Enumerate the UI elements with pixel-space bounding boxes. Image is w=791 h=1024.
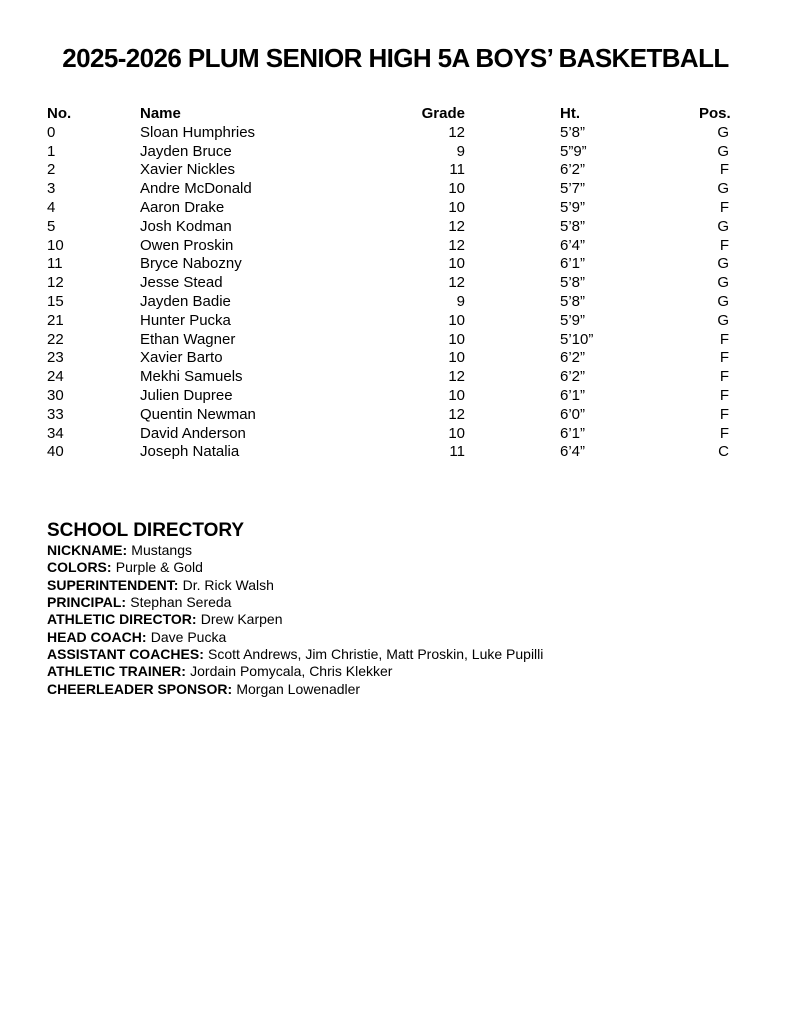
player-height: 6’2”: [560, 349, 586, 367]
player-position: G: [717, 217, 729, 235]
player-height: 5”9”: [560, 142, 587, 160]
player-number: 23: [47, 349, 64, 367]
directory-heading: SCHOOL DIRECTORY: [47, 520, 245, 542]
player-name: Jayden Badie: [140, 292, 231, 310]
player-position: F: [719, 349, 729, 367]
player-grade: 12: [448, 368, 465, 386]
player-number: 40: [47, 443, 64, 461]
roster-row: [47, 180, 729, 199]
player-number: 34: [47, 424, 64, 442]
player-grade: 10: [448, 198, 465, 216]
roster-row: [47, 312, 729, 331]
player-position: C: [718, 443, 729, 461]
player-position: G: [717, 123, 729, 141]
directory-entry-value: Dave Pucka: [150, 628, 227, 645]
player-position: F: [719, 424, 729, 442]
player-position: F: [719, 386, 729, 404]
directory-entry: [47, 559, 751, 576]
player-grade: 12: [448, 274, 465, 292]
roster-row: [47, 425, 729, 444]
roster-row: [47, 218, 729, 237]
roster-row: [47, 237, 729, 256]
roster-row: [47, 387, 729, 406]
col-header-no: No.: [47, 105, 72, 122]
player-name: Mekhi Samuels: [140, 368, 243, 386]
directory-entry-value: Mustangs: [131, 542, 192, 559]
player-number: 0: [47, 123, 56, 141]
player-number: 1: [47, 142, 56, 160]
player-name: Andre McDonald: [140, 180, 252, 198]
player-number: 24: [47, 368, 64, 386]
player-position: F: [719, 405, 729, 423]
player-position: F: [719, 198, 729, 216]
player-grade: 10: [448, 255, 465, 273]
directory-entry-label: ATHLETIC DIRECTOR:: [47, 611, 197, 628]
roster-row: [47, 274, 729, 293]
directory-entry: [47, 611, 751, 628]
player-position: G: [717, 292, 729, 310]
player-grade: 10: [448, 424, 465, 442]
directory-entry-label: ASSISTANT COACHES:: [47, 645, 204, 662]
directory-entry-label: NICKNAME:: [47, 542, 128, 559]
roster-header-row: [47, 105, 729, 124]
roster-row: [47, 349, 729, 368]
player-height: 5’8”: [560, 217, 586, 235]
player-grade: 12: [448, 405, 465, 423]
player-name: Julien Dupree: [140, 386, 233, 404]
player-number: 10: [47, 236, 64, 254]
player-number: 3: [47, 180, 56, 198]
directory-entry-label: COLORS:: [47, 559, 112, 576]
roster-rows: [47, 124, 729, 462]
player-grade: 9: [456, 292, 465, 310]
directory-entry: [47, 629, 751, 646]
roster-row: [47, 124, 729, 143]
directory-entry-value: Purple & Gold: [115, 559, 203, 576]
player-number: 30: [47, 386, 64, 404]
player-grade: 12: [448, 236, 465, 254]
player-number: 22: [47, 330, 64, 348]
directory-entry: [47, 646, 751, 663]
roster-row: [47, 331, 729, 350]
roster-row: [47, 161, 729, 180]
player-height: 5’9”: [560, 311, 586, 329]
player-grade: 11: [449, 443, 465, 461]
player-grade: 12: [448, 217, 465, 235]
directory-entry: [47, 542, 751, 559]
directory-entry-label: HEAD COACH:: [47, 628, 147, 645]
col-header-name: Name: [140, 105, 181, 122]
player-name: Jayden Bruce: [140, 142, 232, 160]
roster-row: [47, 368, 729, 387]
player-position: F: [719, 236, 729, 254]
player-height: 6’1”: [560, 424, 586, 442]
player-position: F: [719, 368, 729, 386]
directory-entry-value: Morgan Lowenadler: [236, 680, 361, 697]
roster-row: [47, 199, 729, 218]
player-number: 11: [47, 255, 63, 273]
player-name: Jesse Stead: [140, 274, 223, 292]
player-grade: 10: [448, 180, 465, 198]
roster-row: [47, 293, 729, 312]
player-number: 12: [47, 274, 64, 292]
player-name: Aaron Drake: [140, 198, 225, 216]
player-number: 21: [47, 311, 64, 329]
directory-entry: [47, 594, 751, 611]
player-height: 6’0”: [560, 405, 586, 423]
directory-entry-value: Drew Karpen: [200, 611, 283, 628]
player-grade: 11: [449, 161, 465, 179]
player-name: Quentin Newman: [140, 405, 256, 423]
player-height: 6’2”: [560, 161, 586, 179]
directory-entries: [47, 542, 751, 698]
player-position: G: [717, 311, 729, 329]
player-height: 5’8”: [560, 274, 586, 292]
directory-entry-value: Scott Andrews, Jim Christie, Matt Proskin, Luke Pupilli: [208, 645, 544, 662]
page-title: 2025-2026 PLUM SENIOR HIGH 5A BOYS’ BASKETBALL: [62, 43, 729, 73]
player-position: F: [719, 330, 729, 348]
player-position: G: [717, 180, 729, 198]
player-height: 6’1”: [560, 386, 586, 404]
player-name: David Anderson: [140, 424, 246, 442]
player-name: Josh Kodman: [140, 217, 232, 235]
player-position: G: [717, 274, 729, 292]
player-height: 6’2”: [560, 368, 586, 386]
roster-row: [47, 255, 729, 274]
col-header-position: Pos.: [699, 105, 731, 122]
directory-entry: [47, 577, 751, 594]
player-name: Xavier Barto: [140, 349, 223, 367]
player-position: G: [717, 142, 729, 160]
player-number: 5: [47, 217, 56, 235]
col-header-grade: Grade: [421, 105, 465, 122]
player-name: Joseph Natalia: [140, 443, 240, 461]
directory-entry-label: PRINCIPAL:: [47, 594, 127, 611]
player-height: 6’4”: [560, 443, 586, 461]
player-grade: 10: [448, 311, 465, 329]
player-grade: 10: [448, 349, 465, 367]
player-height: 6’4”: [560, 236, 586, 254]
player-grade: 12: [448, 123, 465, 141]
player-height: 6’1”: [560, 255, 586, 273]
player-number: 33: [47, 405, 64, 423]
school-directory: [47, 520, 751, 698]
player-name: Ethan Wagner: [140, 330, 236, 348]
player-name: Xavier Nickles: [140, 161, 236, 179]
player-height: 5’8”: [560, 292, 586, 310]
directory-entry: [47, 681, 751, 698]
player-grade: 9: [456, 142, 465, 160]
col-header-height: Ht.: [560, 105, 580, 122]
player-height: 5’10”: [560, 330, 594, 348]
player-number: 4: [47, 198, 56, 216]
directory-entry-value: Jordain Pomycala, Chris Klekker: [190, 663, 393, 680]
player-number: 2: [47, 161, 56, 179]
player-position: G: [717, 255, 729, 273]
player-height: 5’9”: [560, 198, 586, 216]
player-number: 15: [47, 292, 64, 310]
roster-table: [47, 105, 729, 462]
directory-entry-label: SUPERINTENDENT:: [47, 576, 179, 593]
directory-entry-value: Stephan Sereda: [130, 594, 232, 611]
player-name: Hunter Pucka: [140, 311, 231, 329]
player-name: Owen Proskin: [140, 236, 234, 254]
player-grade: 10: [448, 330, 465, 348]
player-name: Sloan Humphries: [140, 123, 256, 141]
player-grade: 10: [448, 386, 465, 404]
player-position: F: [719, 161, 729, 179]
player-height: 5’8”: [560, 123, 586, 141]
player-height: 5’7”: [560, 180, 586, 198]
directory-entry: [47, 663, 751, 680]
directory-entry-label: CHEERLEADER SPONSOR:: [47, 680, 233, 697]
directory-entry-label: ATHLETIC TRAINER:: [47, 663, 186, 680]
roster-row: [47, 143, 729, 162]
directory-entry-value: Dr. Rick Walsh: [182, 576, 274, 593]
roster-row: [47, 406, 729, 425]
roster-row: [47, 443, 729, 462]
player-name: Bryce Nabozny: [140, 255, 242, 273]
